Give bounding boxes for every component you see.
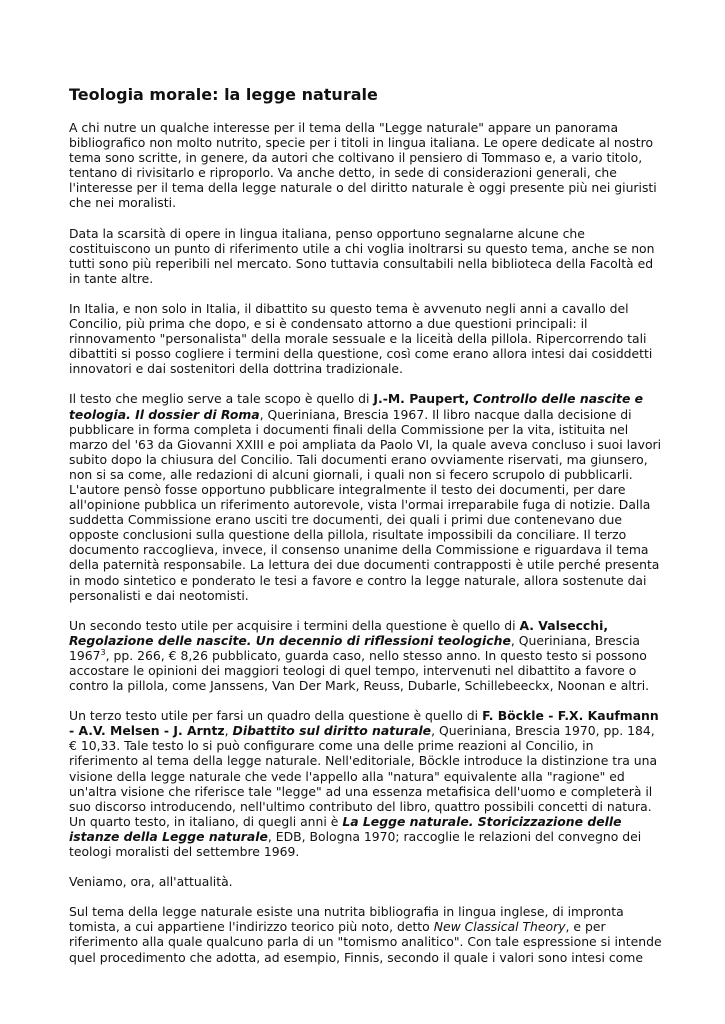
text-run: Sul tema della legge naturale esiste una nutrita bibliografia in lingua inglese, di impronta tomista, a cui appartiene l'indirizzo teorico più noto, detto xyxy=(69,904,624,935)
book-title: La Legge naturale. Storicizzazione delle istanze della Legge naturale xyxy=(69,813,622,844)
paragraph-transition: Veniamo, ora, all'attualità. xyxy=(69,874,233,890)
paragraph-paupert xyxy=(69,391,665,602)
text-run: , EDB, Bologna 1970; raccoglie le relazioni del convegno dei teologi moralisti del settembre 1969. xyxy=(69,828,642,860)
text-run: , Queriniana, Brescia 1970, pp. 184, € 10,33. Tale testo lo si può configurare come una delle prime reazioni al Concilio, in riferimento al tema della legge naturale. Nell'editoriale, Böckle introduce la distinzione tra una visione della legge naturale che vede l'appello alla "natura" equivalente alla "ragione" ed un'altra visione che riferisce tale "legge" ad una essenza metafisica dell'uomo e completerà il suo discorso introducendo, nell'ultimo contributo del libro, quattro possibili concetti di natura. Un quarto testo, in italiano, di quegli anni è xyxy=(69,723,658,829)
paragraph-valsecchi xyxy=(69,618,665,693)
text-run: , Queriniana, Brescia 1967. Il libro nacque dalla decisione di pubblicare in forma completa i documenti finali della Commissione per la vita, istituita nel marzo del '63 da Giovanni XXIII e poi ampliata da Paolo VI, la quale aveva concluso i suoi lavori subito dopo la chiusura del Concilio. Tali documenti erano ovviamente riservati, ma giunsero, non si sa come, alle redazioni di alcuni giornali, i quali non si fecero scrupolo di pubblicarli. L'autore pensò fosse opportuno pubblicare integralmente il testo dei documenti, per dare all'opinione pubblica un riferimento autorevole, vista l'ormai irreparabile fuga di notizie. Dalla suddetta Commissione erano usciti tre documenti, dei quali i primi due contenevano due opposte conclusioni sulla questione della pillola, risultate impossibili da conciliare. Il terzo documento raccoglieva, invece, il consenso unanime della Commissione e riguardava il tema della paternità responsabile. La lettura dei due documenti contrapposti è utile perché presenta in modo sintetico e ponderato le tesi a favore e contro la legge naturale, allora sostenute dai personalisti e dai neotomisti. xyxy=(69,406,662,603)
text-run: , Queriniana, Brescia 1967 xyxy=(69,632,640,663)
paragraph-bibliography-note: Data la scarsità di opere in lingua italiana, penso opportuno segnalarne alcune che costituiscono un punto di riferimento utile a chi voglia inoltrarsi su questo tema, anche se non tutti sono più reperibili nel mercato. Sono tuttavia consultabili nella biblioteca della Facoltà ed in tante altre. xyxy=(69,225,655,286)
theory-name: New Classical Theory xyxy=(433,919,566,935)
book-title: Controllo delle nascite e teologia. Il dossier di Roma xyxy=(69,391,644,422)
paragraph-intro: A chi nutre un qualche interesse per il tema della "Legge naturale" appare un panorama bibliografico non molto nutrito, specie per i titoli in lingua italiana. Le opere dedicate al nostro tema sono scritte, in genere, da autori che coltivano il pensiero di Tommaso e, a vario titolo, tentano di rivisitarlo e riproporlo. Va anche detto, in sede di considerazioni generali, che l'interesse per il tema della legge naturale o del diritto naturale è oggi presente più nei giuristi che nei moralisti. xyxy=(69,120,657,211)
author-name: A. Valsecchi, xyxy=(519,617,609,633)
book-title: Dibattito sul diritto naturale xyxy=(232,723,432,739)
paragraph-english-bibliography xyxy=(69,904,665,964)
author-names: F. Böckle - F.X. Kaufmann - A.V. Melsen - J. Arntz xyxy=(69,708,659,739)
text-run: Un terzo testo utile per farsi un quadro della questione è quello di xyxy=(69,708,483,724)
document-page xyxy=(69,85,665,980)
author-name: J.-M. Paupert, xyxy=(373,391,470,407)
text-run: Un secondo testo utile per acquisire i termini della questione è quello di xyxy=(69,617,520,633)
text-run: , e per riferimento alla quale qualcuno parla di un "tomismo analitico". Con tale espressione si intende quel procedimento che adotta, ad esempio, Finnis, secondo il quale i valori sono intesi come xyxy=(69,919,662,965)
paragraph-council-debate: In Italia, e non solo in Italia, il dibattito su questo tema è avvenuto negli anni a cavallo del Concilio, più prima che dopo, e si è condensato attorno a due questioni principali: il rinnovamento "personalista" della morale sessuale e la liceità della pillola. Ripercorrendo tali dibattiti si posso cogliere i termini della questione, così come erano allora intesi dai cosiddetti innovatori e dai sostenitori della dottrina tradizionale. xyxy=(69,300,653,377)
book-title: Regolazione delle nascite. Un decennio di riflessioni teologiche xyxy=(69,632,511,648)
text-run: , xyxy=(224,723,233,739)
text-run: , pp. 266, € 8,26 pubblicato, guarda caso, nello stesso anno. In questo testo si possono accostare le opinioni dei maggiori teologi di quel tempo, intervenuti nel dibattito a favore o contro la pillola, come Janssens, Van Der Mark, Reuss, Dubarle, Schillebeeckx, Noonan e altri. xyxy=(69,647,650,694)
paragraph-bockle xyxy=(69,708,665,859)
edition-superscript: 3 xyxy=(100,647,106,657)
text-run: Il testo che meglio serve a tale scopo è quello di xyxy=(69,391,374,407)
document-title: Teologia morale: la legge naturale xyxy=(69,85,378,104)
